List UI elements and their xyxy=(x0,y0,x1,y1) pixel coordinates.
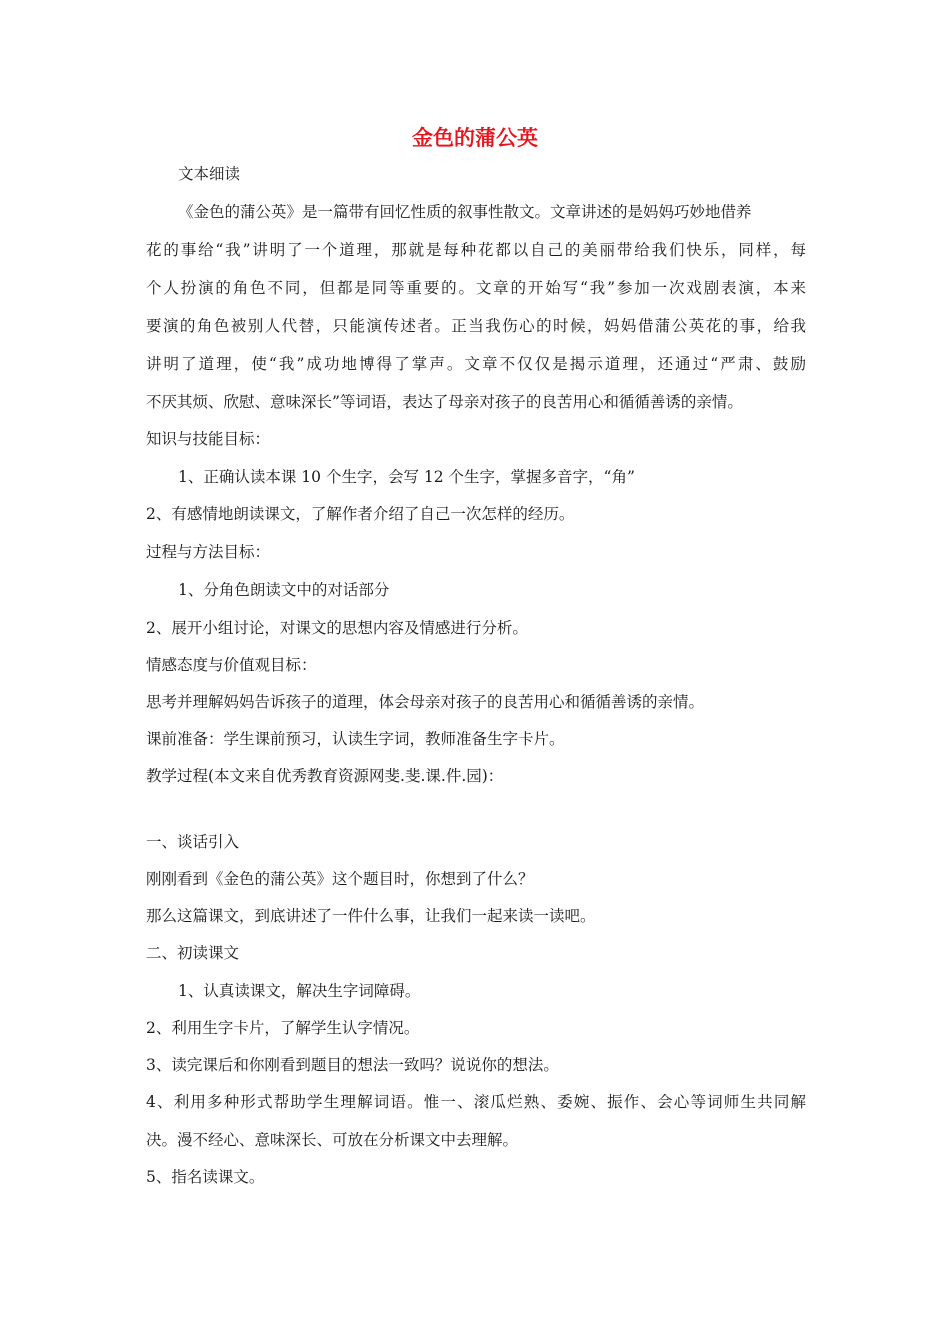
list-item: 2、利用生字卡片，了解学生认字情况。 xyxy=(146,1019,420,1037)
section-heading-teaching-process: 教学过程(本文来自优秀教育资源网斐.斐.课.件.园)： xyxy=(146,767,504,785)
paragraph-line: 刚刚看到《金色的蒲公英》这个题目时，你想到了什么？ xyxy=(146,870,534,888)
document-title: 金色的蒲公英 xyxy=(412,126,538,150)
list-item-continuation: 决。漫不经心、意味深长、可放在分析课文中去理解。 xyxy=(146,1131,519,1149)
section-heading-text-reading: 文本细读 xyxy=(178,165,241,183)
paragraph-line: 思考并理解妈妈告诉孩子的道理，体会母亲对孩子的良苦用心和循循善诱的亲情。 xyxy=(146,693,705,711)
list-item: 2、有感情地朗读课文，了解作者介绍了自己一次怎样的经历。 xyxy=(146,505,575,523)
section-heading-emotion-goals: 情感态度与价值观目标： xyxy=(146,656,317,674)
paragraph-line: 个人扮演的角色不同，但都是同等重要的。文章的开始写“我”参加一次戏剧表演，本来 xyxy=(146,279,806,297)
paragraph-line: 花的事给“我”讲明了一个道理，那就是每种花都以自己的美丽带给我们快乐，同样，每 xyxy=(146,241,806,259)
preparation-line: 课前准备：学生课前预习，认读生字词，教师准备生字卡片。 xyxy=(146,730,565,748)
paragraph-line: 要演的角色被别人代替，只能演传述者。正当我伤心的时候，妈妈借蒲公英花的事，给我 xyxy=(146,317,806,335)
paragraph-line: 《金色的蒲公英》是一篇带有回忆性质的叙事性散文。文章讲述的是妈妈巧妙地借养 xyxy=(178,203,752,221)
section-heading-process-goals: 过程与方法目标： xyxy=(146,543,271,561)
section-heading-intro: 一、谈话引入 xyxy=(146,833,240,851)
list-item: 2、展开小组讨论，对课文的思想内容及情感进行分析。 xyxy=(146,619,528,637)
list-item: 1、正确认读本课 10 个生字，会写 12 个生字，掌握多音字，“角” xyxy=(178,468,635,486)
section-heading-first-reading: 二、初读课文 xyxy=(146,944,240,962)
list-item: 3、读完课后和你刚看到题目的想法一致吗？说说你的想法。 xyxy=(146,1056,559,1074)
list-item: 4、利用多种形式帮助学生理解词语。惟一、滚瓜烂熟、委婉、振作、会心等词师生共同解 xyxy=(146,1093,806,1111)
section-heading-knowledge-goals: 知识与技能目标： xyxy=(146,430,271,448)
list-item: 1、认真读课文，解决生字词障碍。 xyxy=(178,982,421,1000)
paragraph-line: 不厌其烦、欣慰、意味深长”等词语，表达了母亲对孩子的良苦用心和循循善诱的亲情。 xyxy=(146,393,743,411)
paragraph-line: 讲明了道理，使“我”成功地博得了掌声。文章不仅仅是揭示道理，还通过“严肃、鼓励 xyxy=(146,355,806,373)
list-item: 5、指名读课文。 xyxy=(146,1168,265,1186)
list-item: 1、分角色朗读文中的对话部分 xyxy=(178,581,390,599)
paragraph-line: 那么这篇课文，到底讲述了一件什么事，让我们一起来读一读吧。 xyxy=(146,907,596,925)
